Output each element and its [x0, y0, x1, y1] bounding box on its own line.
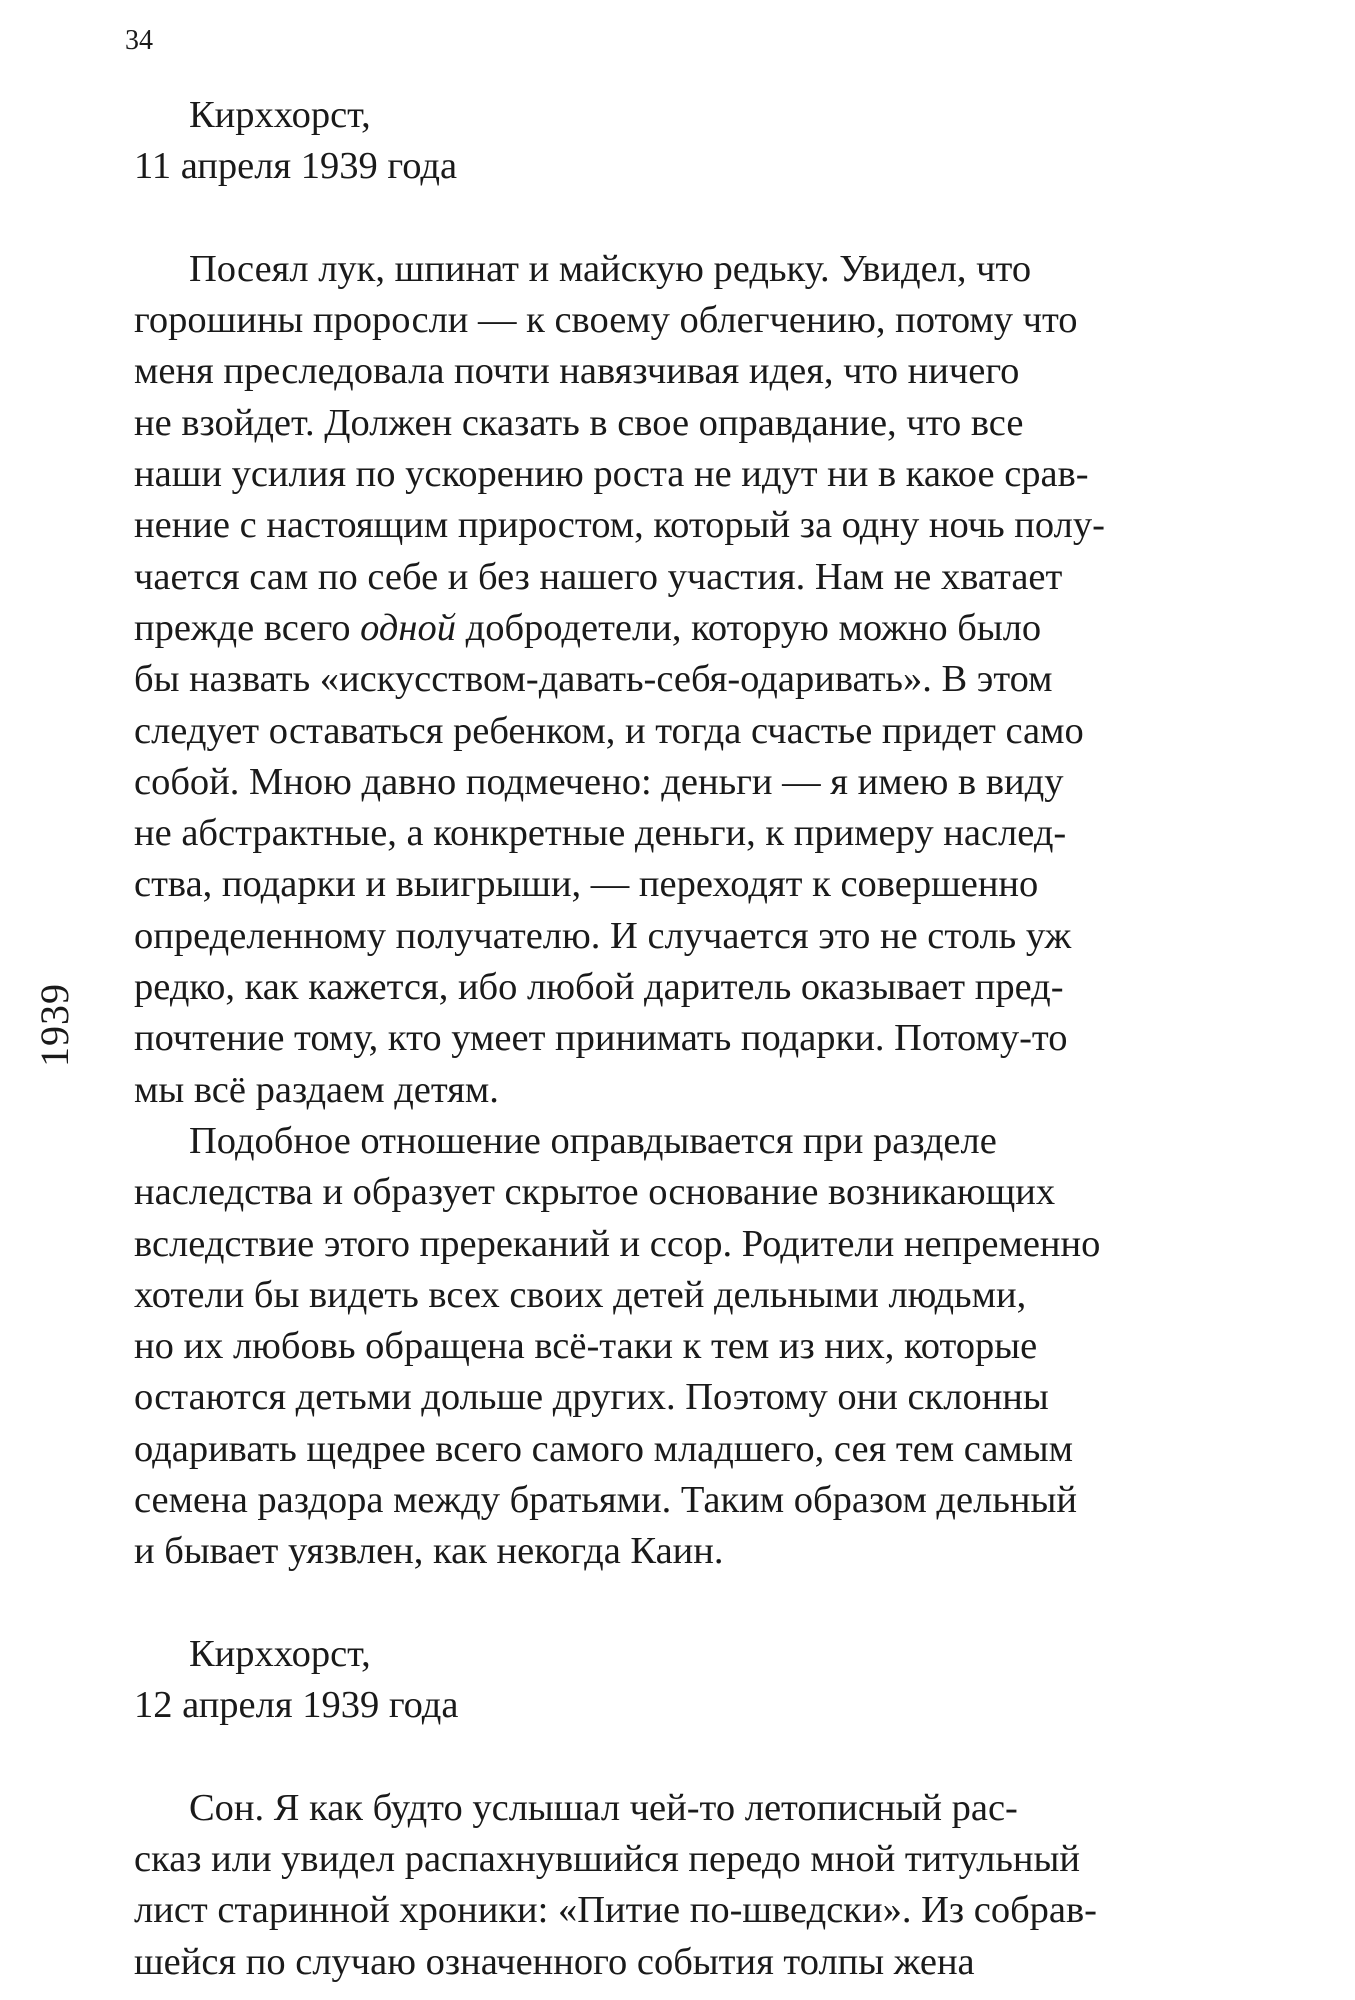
text-line: мы всё раздаем детям.: [134, 1068, 499, 1111]
text-line: Подобное отношение оправдывается при разделе: [189, 1119, 997, 1162]
text-line: и бывает уязвлен, как некогда Каин.: [134, 1530, 724, 1573]
text-line: одаривать щедрее всего самого младшего, сея тем самым: [134, 1427, 1074, 1470]
text-line: следует оставаться ребенком, и тогда счастье придет само: [134, 709, 1084, 752]
entry-place: Кирххорст,: [189, 94, 371, 136]
italic-word: одной: [360, 606, 456, 649]
entry-heading: [134, 1629, 1314, 1732]
entry-date: 11 апреля 1939 года: [134, 145, 458, 188]
text-line: Посеял лук, шпинат и майскую редьку. Увидел, что: [189, 247, 1032, 290]
entry-heading: [134, 90, 1314, 193]
text-line: шейся по случаю означенного события толпы жена: [134, 1940, 975, 1983]
text-run: прежде всего: [134, 606, 361, 649]
text-line: ства, подарки и выигрыши, — переходят к совершенно: [134, 863, 1039, 906]
paragraph: [134, 244, 1314, 1116]
text-line: семена раздора между братьями. Таким образом дельный: [134, 1479, 1077, 1522]
text-line: редко, как кажется, ибо любой даритель оказывает пред-: [134, 966, 1064, 1009]
entry-place: Кирххорст,: [189, 1632, 371, 1675]
text-line: определенному получателю. И случается это не столь уж: [134, 914, 1072, 957]
text-line: не взойдет. Должен сказать в свое оправдание, что все: [134, 401, 1024, 444]
text-line-with-italic: [134, 603, 1314, 654]
text-line: чается сам по себе и без нашего участия. Нам не хватает: [134, 555, 1063, 598]
text-line: наши усилия по ускорению роста не идут ни в какое срав-: [134, 453, 1089, 496]
page-number: 34: [125, 25, 153, 56]
text-line: но их любовь обращена всё-таки к тем из них, которые: [134, 1325, 1038, 1368]
text-line: собой. Мною давно подмечено: деньги — я имею в виду: [134, 760, 1064, 803]
text-line: сказ или увидел распахнувшийся передо мной титульный: [134, 1838, 1080, 1881]
running-head-year: 1939: [32, 983, 77, 1067]
entry-date: 12 апреля 1939 года: [134, 1684, 459, 1727]
text-line: нение с настоящим приростом, который за одну ночь полу-: [134, 504, 1105, 547]
text-line: бы назвать «искусством-давать-себя-одаривать». В этом: [134, 658, 1053, 701]
paragraph: [134, 1783, 1314, 1988]
paragraph: [134, 1116, 1314, 1578]
text-run: добродетели, которую можно было: [455, 606, 1042, 649]
text-line: наследства и образует скрытое основание возникающих: [134, 1171, 1056, 1214]
text-line: вследствие этого пререканий и ссор. Родители непременно: [134, 1222, 1101, 1265]
text-line: лист старинной хроники: «Питие по-шведски». Из собрав-: [134, 1889, 1097, 1932]
text-line: горошины проросли — к своему облегчению, потому что: [134, 299, 1078, 342]
text-line: не абстрактные, а конкретные деньги, к примеру наслед-: [134, 812, 1067, 855]
text-line: меня преследовала почти навязчивая идея, что ничего: [134, 350, 1020, 393]
text-line: хотели бы видеть всех своих детей дельными людьми,: [134, 1273, 1027, 1316]
text-line: Сон. Я как будто услышал чей-то летописный рас-: [189, 1786, 1018, 1829]
text-line: почтение тому, кто умеет принимать подарки. Потому-то: [134, 1017, 1068, 1060]
text-line: остаются детьми дольше других. Поэтому они склонны: [134, 1376, 1049, 1419]
text-block: [134, 90, 1314, 1988]
